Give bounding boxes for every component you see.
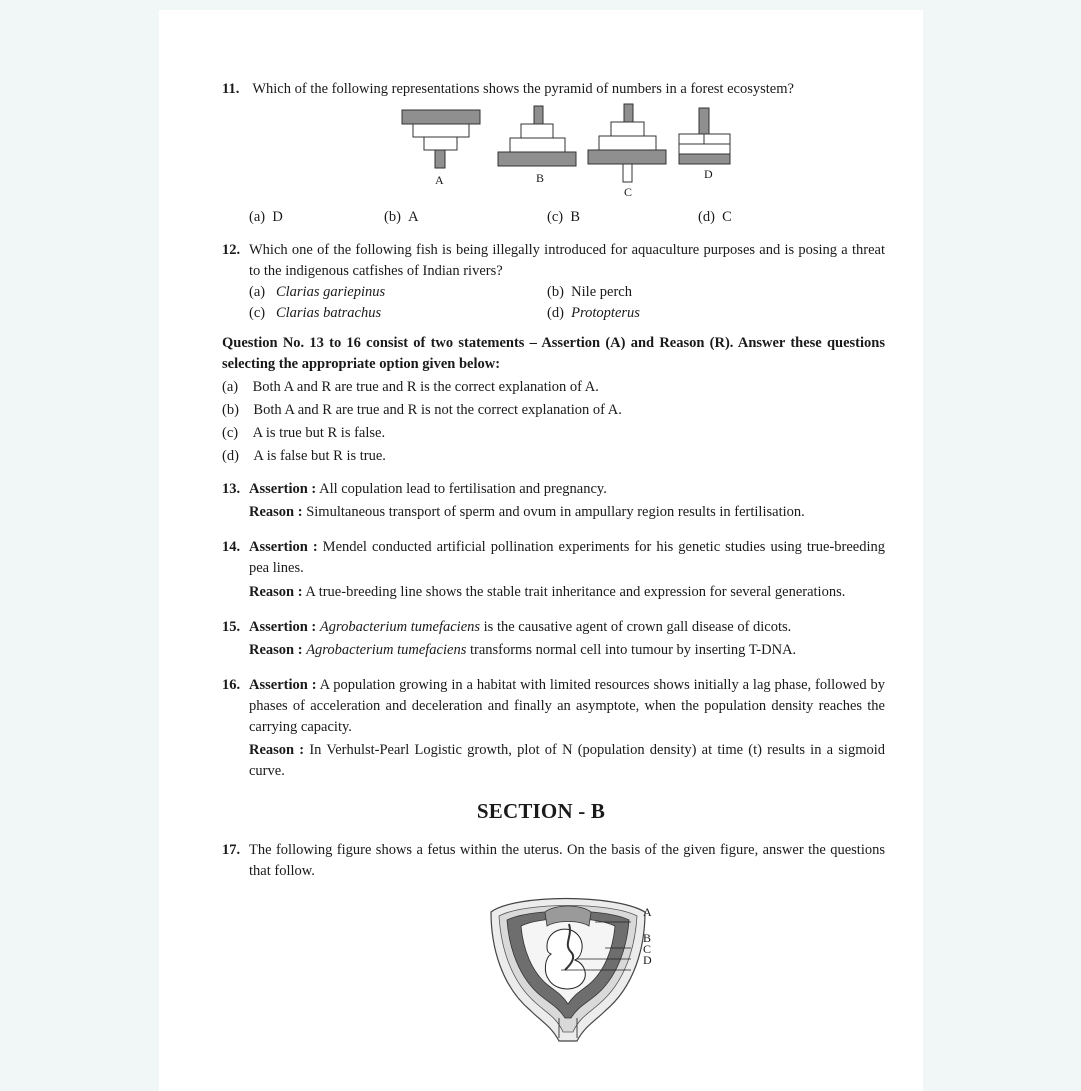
option-d bbox=[547, 303, 640, 324]
question-15-reason bbox=[249, 640, 796, 661]
option-label: (a) bbox=[222, 379, 239, 395]
option-value: Nile perch bbox=[571, 284, 632, 300]
question-12-text: Which one of the following fish is being illegally introduced for aquaculture purposes and is posing a threat to the indigenous catfishes of Indian rivers? bbox=[249, 242, 885, 279]
pyramid-b bbox=[498, 106, 576, 166]
pyramid-c bbox=[588, 104, 666, 182]
ar-option-a bbox=[222, 377, 599, 398]
option-label: (b) bbox=[222, 402, 239, 418]
fig-label-a: A bbox=[435, 173, 444, 187]
reason-text: A true-breeding line shows the stable trait inheritance and expression for several generations. bbox=[305, 584, 846, 600]
question-16-assertion bbox=[249, 675, 885, 738]
option-label: (d) bbox=[698, 209, 715, 225]
option-value: Clarias gariepinus bbox=[275, 284, 386, 300]
reason-label: Reason : bbox=[249, 742, 305, 758]
option-label: (c) bbox=[222, 425, 239, 441]
assertion-text: All copulation lead to fertilisation and pregnancy. bbox=[319, 481, 607, 497]
option-b bbox=[384, 207, 419, 228]
question-number: 16. bbox=[222, 677, 241, 693]
option-value: A is true but R is false. bbox=[252, 425, 386, 441]
species-name: Agrobacterium tumefaciens bbox=[306, 642, 467, 658]
ar-option-d bbox=[222, 446, 386, 467]
question-14-reason bbox=[249, 582, 845, 603]
option-value: Both A and R are true and R is not the correct explanation of A. bbox=[253, 402, 622, 418]
option-d bbox=[698, 207, 732, 228]
question-14-assertion bbox=[249, 537, 885, 579]
fig-label-d: D bbox=[643, 953, 652, 967]
question-number: 15. bbox=[222, 619, 241, 635]
ar-option-c bbox=[222, 423, 385, 444]
option-label: (d) bbox=[222, 448, 239, 464]
assertion-label: Assertion : bbox=[249, 619, 317, 635]
pyramid-a bbox=[402, 110, 480, 168]
ar-option-b bbox=[222, 400, 622, 421]
option-label: (c) bbox=[547, 209, 564, 225]
option-label: (b) bbox=[384, 209, 401, 225]
section-b-heading: SECTION - B bbox=[476, 799, 606, 823]
option-a bbox=[249, 282, 385, 303]
option-value: A bbox=[408, 209, 419, 225]
option-b bbox=[547, 282, 632, 303]
fetus-uterus-figure bbox=[485, 886, 655, 1046]
question-17-text: The following figure shows a fetus within the uterus. On the basis of the given figure, answer the questions that follow. bbox=[249, 842, 885, 879]
question-16-reason bbox=[249, 740, 885, 782]
fig-label-d: D bbox=[704, 167, 713, 181]
option-label: (a) bbox=[249, 284, 266, 300]
question-15-assertion bbox=[249, 617, 791, 638]
document-page bbox=[159, 10, 923, 1091]
species-name: Agrobacterium tumefaciens bbox=[319, 619, 481, 635]
reason-text: Simultaneous transport of sperm and ovum in ampullary region results in fertilisation. bbox=[306, 504, 805, 520]
option-label: (b) bbox=[547, 284, 564, 300]
option-value: Clarias batrachus bbox=[275, 305, 382, 321]
option-value: A is false but R is true. bbox=[253, 448, 386, 464]
assertion-text: Mendel conducted artificial pollination experiments for his genetic studies using true-breeding pea lines. bbox=[249, 539, 885, 576]
assertion-label: Assertion : bbox=[249, 539, 318, 555]
option-value: D bbox=[272, 209, 283, 225]
assertion-label: Assertion : bbox=[249, 481, 317, 497]
assertion-text: A population growing in a habitat with limited resources shows initially a lag phase, followed by phases of acceleration and deceleration and finally an asymptote, when the population density reaches the carrying capacity. bbox=[249, 677, 885, 735]
fig-label-c: C bbox=[643, 942, 652, 956]
fig-label-b: B bbox=[643, 931, 652, 945]
option-label: (a) bbox=[249, 209, 266, 225]
reason-label: Reason : bbox=[249, 584, 303, 600]
assertion-label: Assertion : bbox=[249, 677, 317, 693]
pyramid-d bbox=[679, 108, 730, 164]
reason-label: Reason : bbox=[249, 642, 303, 658]
assertion-reason-instructions: Question No. 13 to 16 consist of two statements – Assertion (A) and Reason (R). Answer these questions selecting the appropriate option given below: bbox=[222, 335, 885, 372]
option-value: Both A and R are true and R is the correct explanation of A. bbox=[252, 379, 599, 395]
question-text: Which of the following representations shows the pyramid of numbers in a forest ecosystem? bbox=[252, 81, 794, 97]
question-13-assertion bbox=[249, 479, 607, 500]
option-value: Protopterus bbox=[571, 305, 640, 321]
question-number: 17. bbox=[222, 842, 241, 858]
reason-text: In Verhulst-Pearl Logistic growth, plot of N (population density) at time (t) results in a sigmoid curve. bbox=[249, 742, 885, 779]
option-c bbox=[547, 207, 580, 228]
reason-label: Reason : bbox=[249, 504, 303, 520]
fig-label-c: C bbox=[624, 185, 633, 199]
question-13-reason bbox=[249, 502, 805, 523]
question-number: 13. bbox=[222, 481, 241, 497]
fig-label-b: B bbox=[536, 171, 545, 185]
option-label: (d) bbox=[547, 305, 564, 321]
option-value: C bbox=[722, 209, 732, 225]
pyramid-figure bbox=[397, 102, 737, 204]
question-11 bbox=[222, 79, 794, 100]
question-number: 12. bbox=[222, 242, 241, 258]
option-c bbox=[249, 303, 381, 324]
option-label: (c) bbox=[249, 305, 266, 321]
reason-text: transforms normal cell into tumour by inserting T-DNA. bbox=[469, 642, 797, 658]
assertion-text: is the causative agent of crown gall disease of dicots. bbox=[483, 619, 792, 635]
option-value: B bbox=[570, 209, 581, 225]
option-a bbox=[249, 207, 283, 228]
fig-label-a: A bbox=[643, 905, 652, 919]
question-number: 14. bbox=[222, 539, 241, 555]
question-number: 11. bbox=[222, 81, 240, 97]
